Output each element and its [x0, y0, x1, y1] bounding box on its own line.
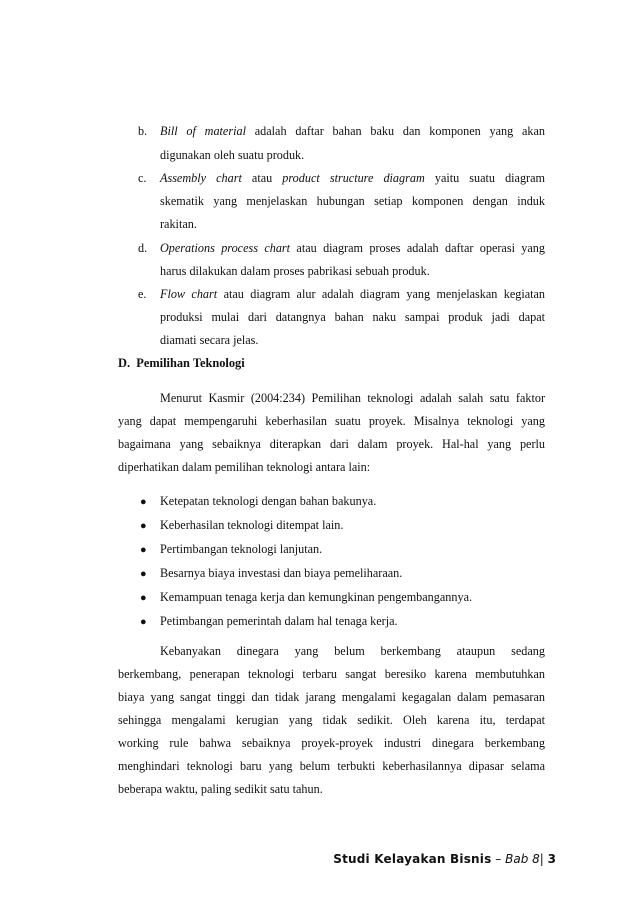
bullet-dot-icon: ●: [140, 592, 147, 604]
bullet-dot-icon: ●: [140, 568, 147, 580]
paragraph2-line3: biaya yang sangat tinggi dan tidak jarang mengalami kegagalan dalam pemasaran: [118, 690, 545, 704]
bullet-item: Petimbangan pemerintah dalam hal tenaga kerja.: [160, 614, 398, 628]
section-heading: [118, 356, 245, 371]
bullet-item: Besarnya biaya investasi dan biaya pemeliharaan.: [160, 566, 403, 580]
paragraph2-line4: sehingga mengalami kerugian yang tidak sedikit. Oleh karena itu, terdapat: [118, 713, 545, 727]
page-footer: [333, 852, 556, 866]
definition-c-line3: rakitan.: [160, 217, 197, 231]
definition-e-line3: diamati secara jelas.: [160, 333, 259, 347]
term: Flow chart: [160, 287, 218, 301]
footer-title: Studi Kelayakan Bisnis: [333, 852, 492, 866]
paragraph1-line3: bagaimana yang sebaiknya diterapkan dari dalam proyek. Hal-hal yang perlu: [118, 437, 545, 451]
term: product structure diagram: [282, 171, 425, 185]
footer-dash: –: [495, 852, 502, 866]
definition-d-line2: harus dilakukan dalam proses pabrikasi sebuah produk.: [160, 264, 430, 278]
definition-text: atau diagram proses adalah daftar operasi yang: [296, 241, 545, 255]
list-label-e: e.: [138, 287, 147, 301]
definition-d-line1: [160, 240, 545, 256]
section-letter: D.: [118, 356, 131, 370]
paragraph2-line7: beberapa waktu, paling sedikit satu tahun.: [118, 782, 323, 796]
term: Bill of material: [160, 124, 246, 138]
term: Assembly chart: [160, 171, 242, 185]
bullet-item: Kemampuan tenaga kerja dan kemungkinan pengembangannya.: [160, 590, 473, 604]
bullet-dot-icon: ●: [140, 496, 147, 508]
definition-c-line2: skematik yang menjelaskan hubungan setiap komponen dengan induk: [160, 194, 545, 208]
list-label-d: d.: [138, 241, 148, 255]
bullet-dot-icon: ●: [140, 616, 147, 628]
paragraph2-line2: berkembang, penerapan teknologi terbaru sangat beresiko karena membutuhkan: [118, 667, 545, 681]
footer-separator: |: [539, 852, 544, 866]
definition-text: atau diagram alur adalah diagram yang menjelaskan kegiatan: [223, 287, 546, 301]
bullet-dot-icon: ●: [140, 520, 147, 532]
list-label-c: c.: [138, 171, 147, 185]
definition-text: yaitu suatu diagram: [434, 171, 546, 185]
definition-text: atau: [251, 171, 273, 185]
definition-e-line1: [160, 286, 545, 302]
section-title: Pemilihan Teknologi: [136, 356, 245, 370]
bullet-item: Pertimbangan teknologi lanjutan.: [160, 542, 323, 556]
paragraph1-line2: yang dapat mempengaruhi keberhasilan suatu proyek. Misalnya teknologi yang: [118, 414, 545, 428]
paragraph1-line4: diperhatikan dalam pemilihan teknologi antara lain:: [118, 460, 371, 474]
bullet-item: Keberhasilan teknologi ditempat lain.: [160, 518, 344, 532]
paragraph2-line5: working rule bahwa sebaiknya proyek-proyek industri dinegara berkembang: [118, 736, 545, 750]
paragraph2-line1: Kebanyakan dinegara yang belum berkembang ataupun sedang: [160, 644, 545, 658]
definition-text: adalah daftar bahan baku dan komponen yang akan: [254, 124, 545, 138]
definition-c-line1: [160, 170, 545, 186]
footer-chapter: Bab 8: [505, 852, 540, 866]
paragraph2-line6: menghindari teknologi baru yang belum terbukti keberhasilannya dipasar selama: [118, 759, 545, 773]
definition-e-line2: produksi mulai dari datangnya bahan naku sampai produk jadi dapat: [160, 310, 545, 324]
page-number: 3: [547, 852, 556, 866]
definition-b-line2: digunakan oleh suatu produk.: [160, 148, 305, 162]
term: Operations process chart: [160, 241, 291, 255]
bullet-item: Ketepatan teknologi dengan bahan bakunya.: [160, 494, 377, 508]
bullet-dot-icon: ●: [140, 544, 147, 556]
definition-b-line1: [160, 123, 545, 139]
paragraph1-line1: Menurut Kasmir (2004:234) Pemilihan teknologi adalah salah satu faktor: [160, 391, 545, 405]
list-label-b: b.: [138, 124, 148, 138]
